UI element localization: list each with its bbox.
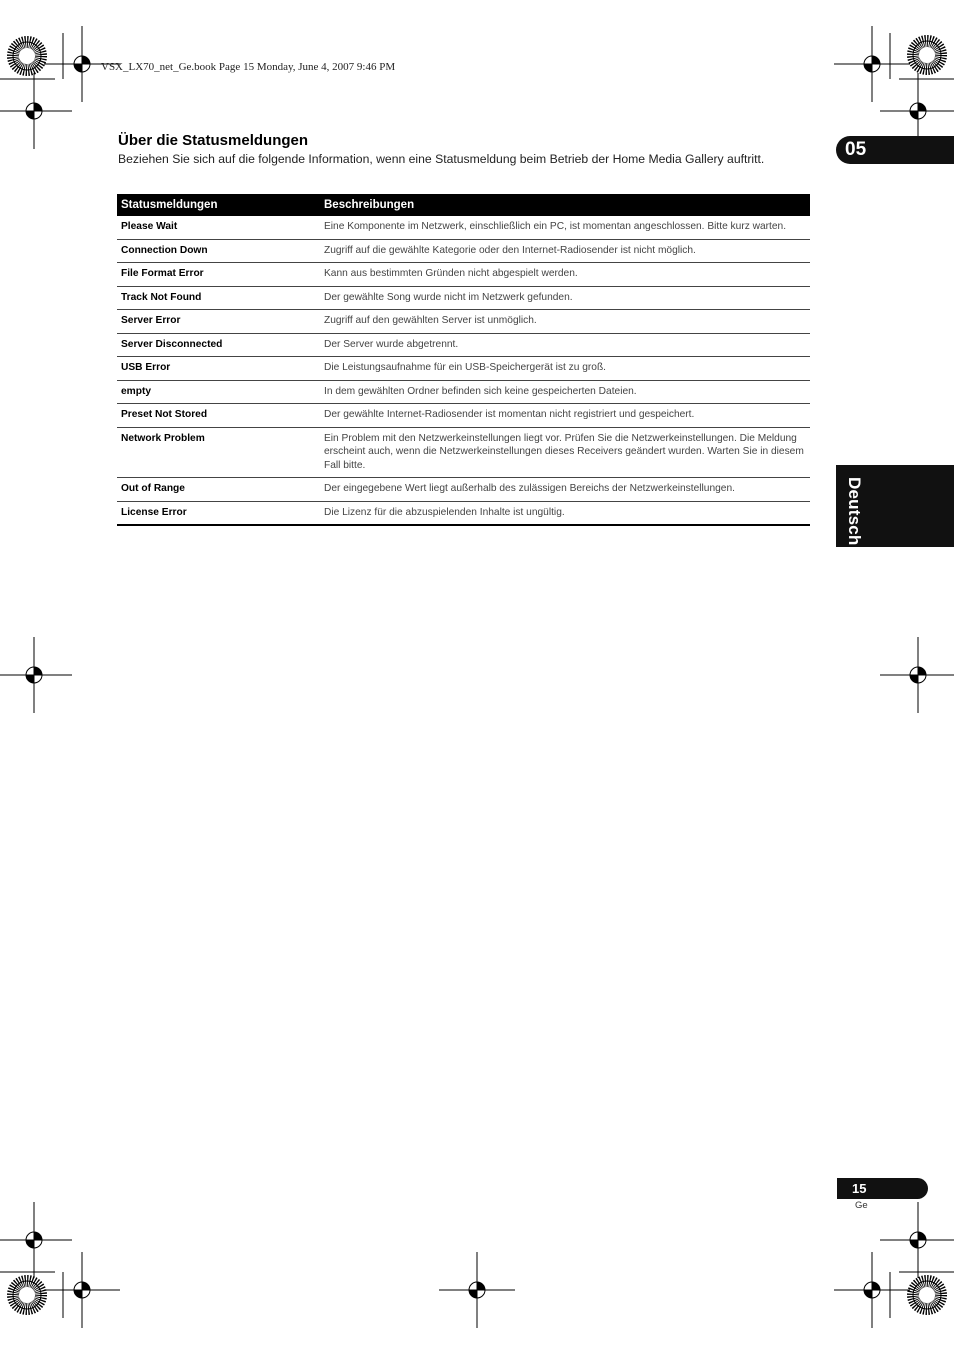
print-header: VSX_LX70_net_Ge.book Page 15 Monday, June 4, 2007 9:46 PM (101, 61, 396, 73)
status-description: Die Leistungsaufnahme für ein USB-Speichergerät ist zu groß. (320, 357, 810, 381)
table-row (117, 357, 810, 381)
table-row (117, 501, 810, 525)
table-row (117, 263, 810, 287)
page-number: 15 (837, 1178, 928, 1199)
table-row (117, 239, 810, 263)
status-description: Der Server wurde abgetrennt. (320, 333, 810, 357)
table-row (117, 333, 810, 357)
language-tab-label: Deutsch (845, 477, 864, 546)
status-message: USB Error (117, 357, 320, 381)
column-header-message: Statusmeldungen (117, 194, 320, 216)
column-header-description: Beschreibungen (320, 194, 810, 216)
language-tab (836, 465, 954, 547)
status-message: Server Disconnected (117, 333, 320, 357)
table-row (117, 216, 810, 239)
table-row (117, 427, 810, 478)
status-description: Die Lizenz für die abzuspielenden Inhalte ist ungültig. (320, 501, 810, 525)
status-description: Der gewählte Song wurde nicht im Netzwerk gefunden. (320, 286, 810, 310)
status-description: Der eingegebene Wert liegt außerhalb des zulässigen Bereichs der Netzwerkeinstellungen. (320, 478, 810, 502)
status-message-table (117, 194, 810, 526)
table-row (117, 380, 810, 404)
status-message: License Error (117, 501, 320, 525)
status-message: empty (117, 380, 320, 404)
section-intro: Beziehen Sie sich auf die folgende Information, wenn eine Statusmeldung beim Betrieb der Home Media Gallery auftritt. (118, 152, 765, 166)
table-header-row (117, 194, 810, 216)
status-description: Der gewählte Internet-Radiosender ist momentan nicht registriert und gespeichert. (320, 404, 810, 428)
status-message: Please Wait (117, 216, 320, 239)
status-message: Connection Down (117, 239, 320, 263)
status-message: File Format Error (117, 263, 320, 287)
table-row (117, 404, 810, 428)
status-message: Out of Range (117, 478, 320, 502)
status-message: Network Problem (117, 427, 320, 478)
table-row (117, 286, 810, 310)
chapter-number: 05 (836, 136, 954, 164)
section-title: Über die Statusmeldungen (118, 132, 309, 149)
page-language-code: Ge (855, 1200, 868, 1211)
status-description: Kann aus bestimmten Gründen nicht abgespielt werden. (320, 263, 810, 287)
status-message: Preset Not Stored (117, 404, 320, 428)
status-description: Ein Problem mit den Netzwerkeinstellungen liegt vor. Prüfen Sie die Netzwerkeinstellungen. Die Meldung erscheint auch, wenn die Netzwerkeinstellungen dieses Receivers geändert wurden. Warten Sie in diesem Fall bitte. (320, 427, 810, 478)
table-row (117, 310, 810, 334)
table-row (117, 478, 810, 502)
status-description: Zugriff auf den gewählten Server ist unmöglich. (320, 310, 810, 334)
status-description: Zugriff auf die gewählte Kategorie oder den Internet-Radiosender ist nicht möglich. (320, 239, 810, 263)
status-description: Eine Komponente im Netzwerk, einschließlich ein PC, ist momentan angeschlossen. Bitte kurz warten. (320, 216, 810, 239)
status-message: Server Error (117, 310, 320, 334)
status-description: In dem gewählten Ordner befinden sich keine gespeicherten Dateien. (320, 380, 810, 404)
status-message: Track Not Found (117, 286, 320, 310)
